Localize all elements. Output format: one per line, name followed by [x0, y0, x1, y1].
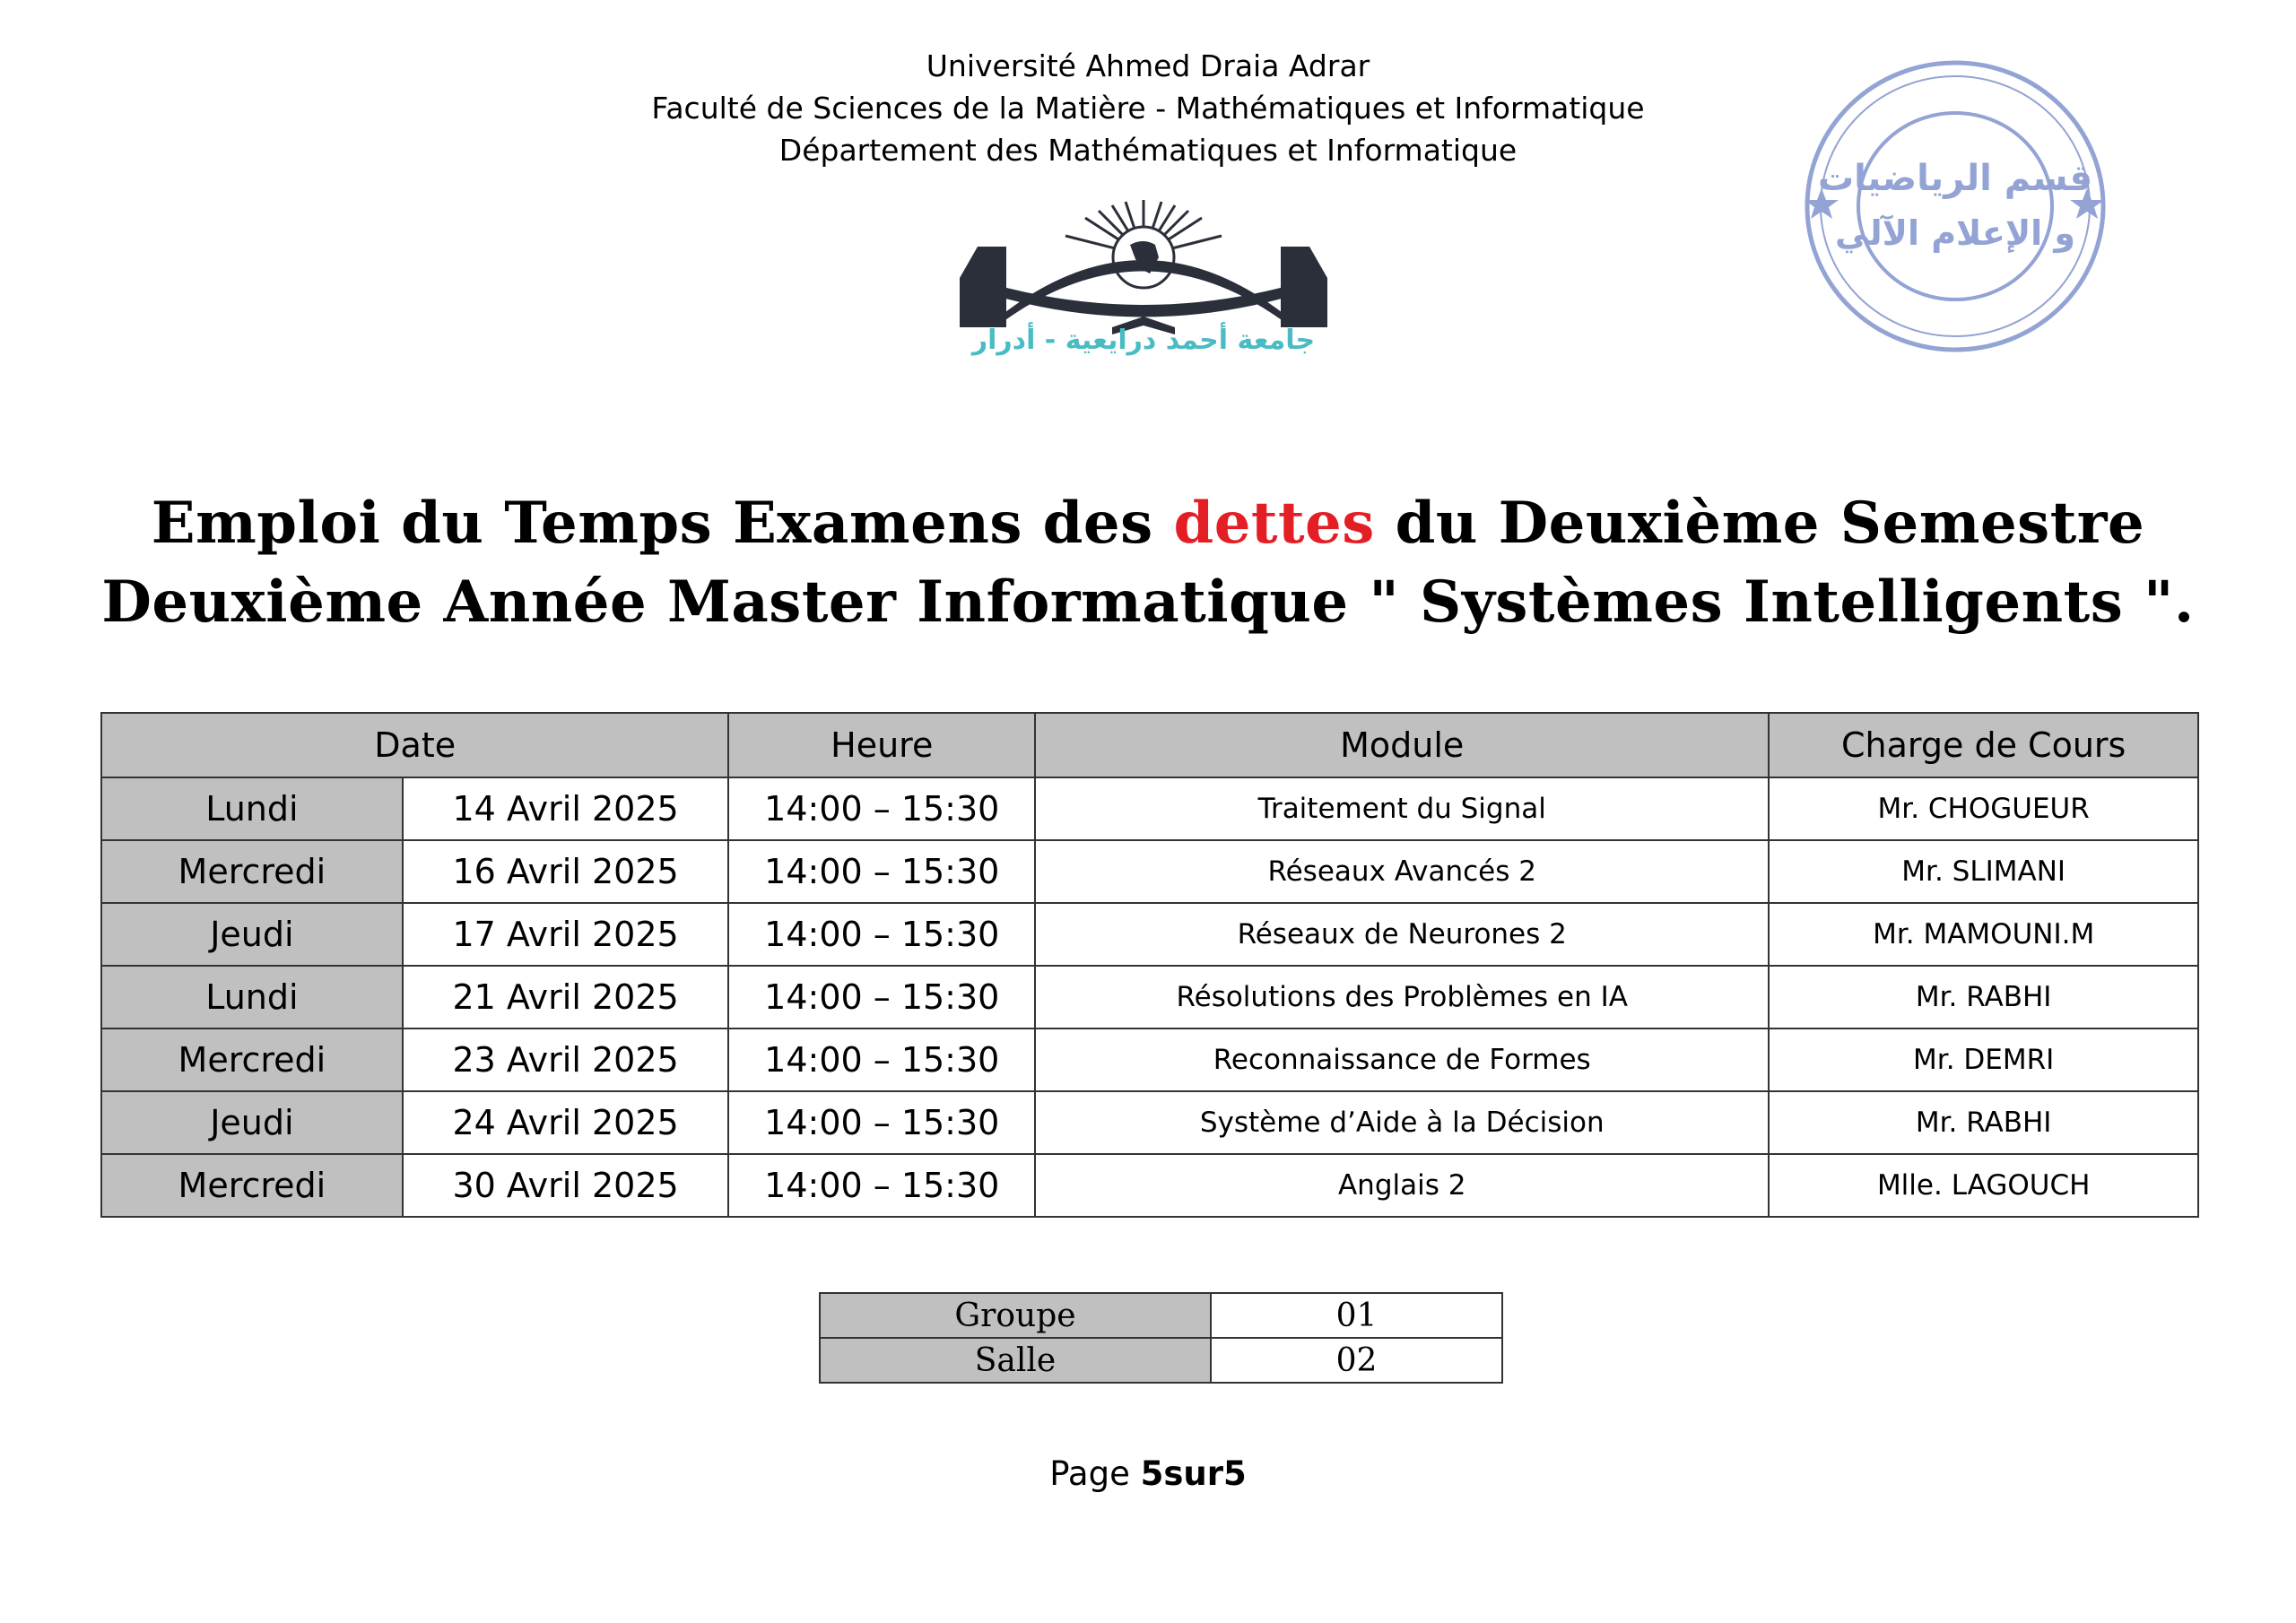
- table-row: [101, 1028, 2198, 1091]
- table-row: [101, 1154, 2198, 1217]
- room-label: Salle: [820, 1338, 1211, 1383]
- cell-module: Système d’Aide à la Décision: [1035, 1091, 1769, 1154]
- cell-teacher: Mlle. LAGOUCH: [1769, 1154, 2198, 1217]
- logo-arabic-text: جامعة أحمد درايعية - أدرار: [971, 325, 1316, 356]
- title-line-1-start: Emploi du Temps Examens des: [151, 490, 1153, 557]
- cell-module: Reconnaissance de Formes: [1035, 1028, 1769, 1091]
- document-title: [0, 484, 2296, 642]
- cell-module: Anglais 2: [1035, 1154, 1769, 1217]
- cell-date: 17 Avril 2025: [403, 903, 729, 966]
- faculty-name: Faculté de Sciences de la Matière - Mathématiques et Informatique: [651, 91, 1645, 126]
- table-row: [101, 1091, 2198, 1154]
- cell-module: Résolutions des Problèmes en IA: [1035, 966, 1769, 1028]
- cell-teacher: Mr. CHOGUEUR: [1769, 777, 2198, 840]
- cell-day: Jeudi: [101, 903, 403, 966]
- cell-day: Mercredi: [101, 1028, 403, 1091]
- cell-date: 30 Avril 2025: [403, 1154, 729, 1217]
- cell-day: Lundi: [101, 966, 403, 1028]
- room-value: 02: [1211, 1338, 1502, 1383]
- table-row: [101, 903, 2198, 966]
- cell-teacher: Mr. MAMOUNI.M: [1769, 903, 2198, 966]
- cell-teacher: Mr. RABHI: [1769, 966, 2198, 1028]
- header-date: Date: [101, 713, 728, 777]
- cell-day: Jeudi: [101, 1091, 403, 1154]
- page-number: [0, 1454, 2296, 1493]
- cell-time: 14:00 – 15:30: [728, 840, 1035, 903]
- cell-time: 14:00 – 15:30: [728, 1154, 1035, 1217]
- cell-module: Traitement du Signal: [1035, 777, 1769, 840]
- cell-day: Mercredi: [101, 1154, 403, 1217]
- cell-time: 14:00 – 15:30: [728, 777, 1035, 840]
- room-row: [820, 1338, 1502, 1383]
- cell-module: Réseaux Avancés 2: [1035, 840, 1769, 903]
- department-stamp: [1798, 54, 2112, 359]
- header-time: Heure: [728, 713, 1035, 777]
- cell-time: 14:00 – 15:30: [728, 1028, 1035, 1091]
- stamp-line-2: و الإعلام الآلي: [1834, 213, 2076, 253]
- cell-teacher: Mr. DEMRI: [1769, 1028, 2198, 1091]
- exam-schedule-table: [100, 712, 2199, 1218]
- university-name: Université Ahmed Draia Adrar: [926, 48, 1370, 83]
- cell-day: Mercredi: [101, 840, 403, 903]
- cell-date: 14 Avril 2025: [403, 777, 729, 840]
- group-label: Groupe: [820, 1293, 1211, 1338]
- cell-date: 24 Avril 2025: [403, 1091, 729, 1154]
- title-line-1: [0, 484, 2296, 563]
- header-module: Module: [1035, 713, 1769, 777]
- group-value: 01: [1211, 1293, 1502, 1338]
- cell-date: 16 Avril 2025: [403, 840, 729, 903]
- cell-teacher: Mr. SLIMANI: [1769, 840, 2198, 903]
- cell-date: 21 Avril 2025: [403, 966, 729, 1028]
- table-row: [101, 966, 2198, 1028]
- page-prefix: Page: [1049, 1454, 1141, 1493]
- title-line-2: Deuxième Année Master Informatique " Systèmes Intelligents ".: [101, 568, 2195, 636]
- cell-time: 14:00 – 15:30: [728, 966, 1035, 1028]
- cell-module: Réseaux de Neurones 2: [1035, 903, 1769, 966]
- table-row: [101, 840, 2198, 903]
- cell-teacher: Mr. RABHI: [1769, 1091, 2198, 1154]
- cell-date: 23 Avril 2025: [403, 1028, 729, 1091]
- header-teacher: Charge de Cours: [1769, 713, 2198, 777]
- stamp-line-1: قسم الرياضيات: [1817, 158, 2093, 199]
- page-separator: sur: [1163, 1454, 1223, 1493]
- title-line-1-end: du Deuxième Semestre: [1395, 490, 2145, 557]
- cell-day: Lundi: [101, 777, 403, 840]
- table-header-row: [101, 713, 2198, 777]
- department-name: Département des Mathématiques et Informatique: [778, 133, 1518, 168]
- page-current: 5: [1140, 1454, 1164, 1493]
- table-row: [101, 777, 2198, 840]
- cell-time: 14:00 – 15:30: [728, 903, 1035, 966]
- group-room-table: [819, 1292, 1503, 1384]
- group-row: [820, 1293, 1502, 1338]
- page-total: 5: [1222, 1454, 1247, 1493]
- title-highlight: dettes: [1173, 490, 1375, 557]
- cell-time: 14:00 – 15:30: [728, 1091, 1035, 1154]
